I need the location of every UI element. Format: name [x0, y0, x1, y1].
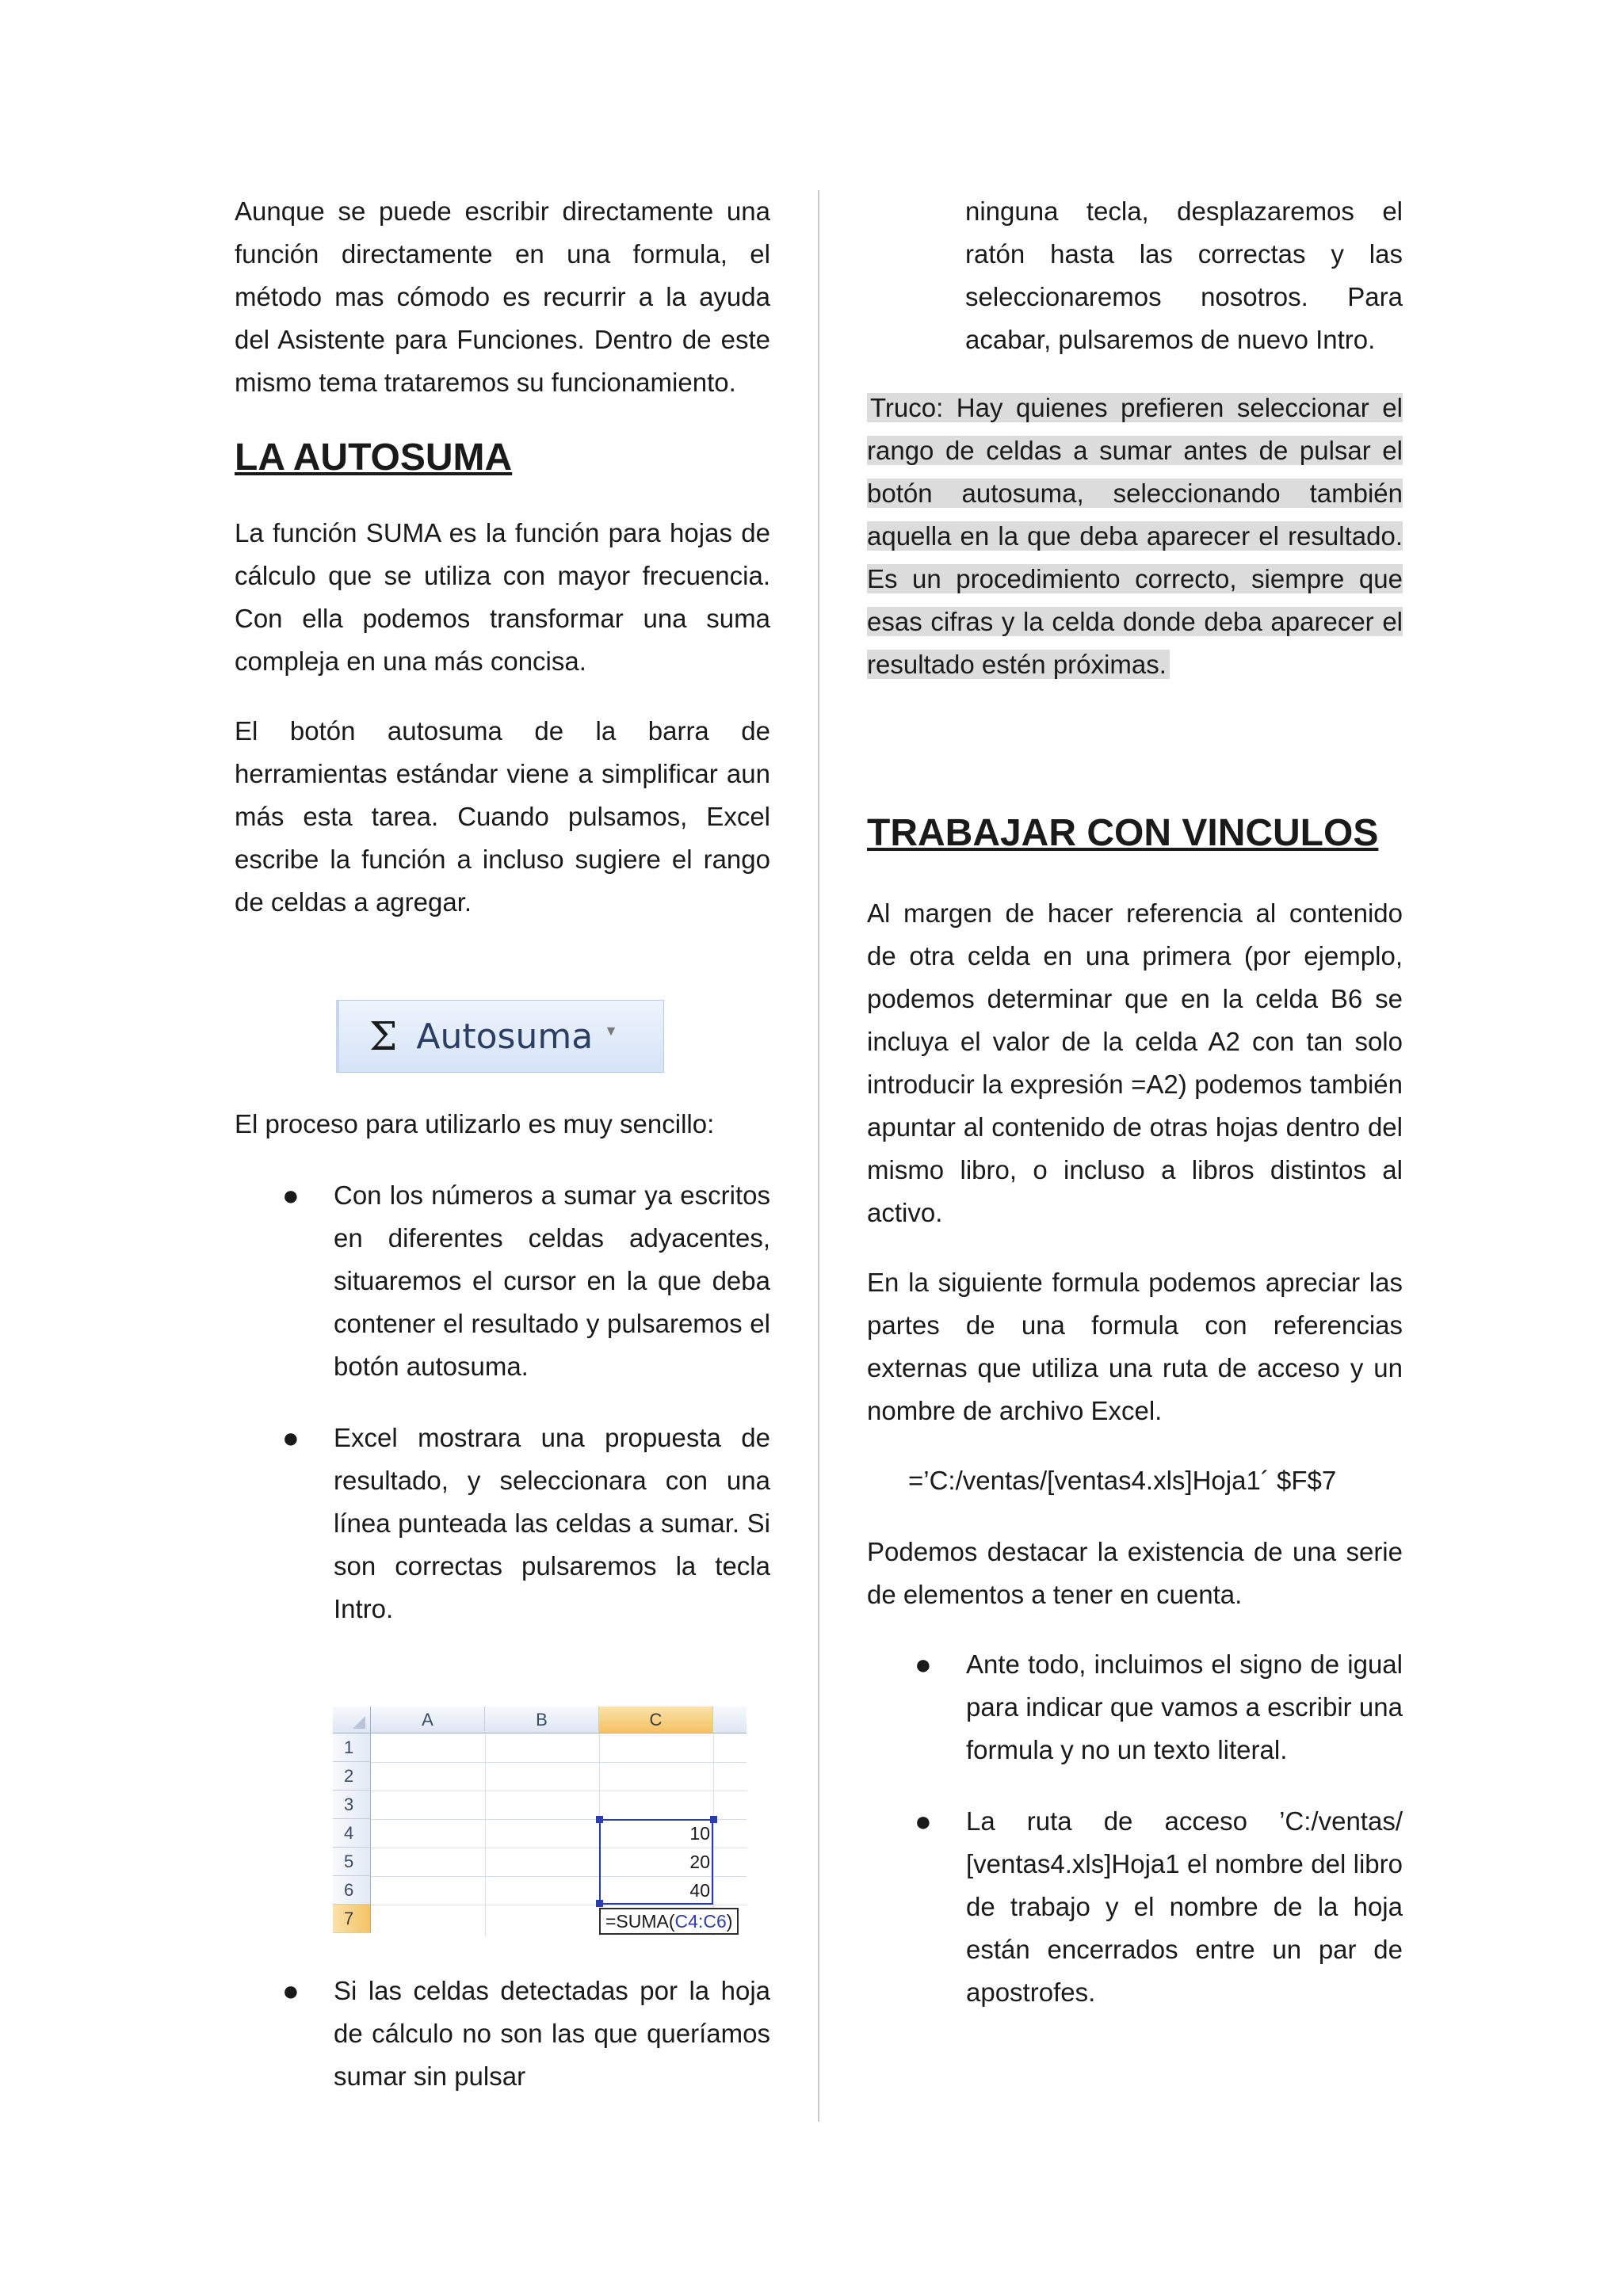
- right-column: [867, 190, 1403, 2007]
- bullet-icon: ●: [915, 1805, 932, 1837]
- cell-value: 20: [689, 1852, 710, 1872]
- row-header-selected: 7: [333, 1905, 371, 1933]
- process-step: ● Con los números a sumar ya escritos en diferentes celdas adyacentes, situaremos el cursor en la que deba contener el resultado y pulsaremos el botón autosuma.: [235, 1174, 770, 1388]
- bullet-icon: ●: [282, 1974, 300, 2007]
- elements-list: [867, 1643, 1403, 2014]
- process-step: ● Si las celdas detectadas por la hoja de cálculo no son las que queríamos sumar sin pulsar: [235, 1970, 770, 2098]
- row-header: 1: [333, 1733, 371, 1762]
- autosuma-button-image: [336, 1000, 664, 1073]
- cell-value: 40: [689, 1880, 710, 1901]
- formula-example: =’C:/ventas/[ventas4.xls]Hoja1´ $F$7: [908, 1466, 1337, 1495]
- range-handle: [710, 1816, 717, 1823]
- range-handle: [596, 1816, 603, 1823]
- vinculos-body: [867, 892, 1403, 2042]
- range-handle: [596, 1900, 603, 1907]
- dropdown-arrow-icon: ▼: [604, 1022, 618, 1039]
- autosuma-heading: LA AUTOSUMA: [235, 437, 513, 479]
- element-item: ● La ruta de acceso ’C:/ventas/ [ventas4.xls]Hoja1 el nombre del libro de trabajo y el nombre de la hoja están encerrados entre un par de apostrofes.: [867, 1800, 1403, 2014]
- bullet-icon: ●: [282, 1421, 300, 1454]
- column-header: B: [485, 1707, 599, 1733]
- process-step: ● Excel mostrara una propuesta de resultado, y seleccionara con una línea punteada las celdas a sumar. Si son correctas pulsaremos la tecla Intro.: [235, 1417, 770, 1630]
- row-header: 4: [333, 1819, 371, 1848]
- intro-paragraph: Aunque se puede escribir directamente una función directamente en una formula, el método mas cómodo es recurrir a la ayuda del Asistente para Funciones. Dentro de este mismo tema trataremos su funcionamiento.: [235, 196, 770, 397]
- continuation-paragraph: ninguna tecla, desplazaremos el ratón hasta las correctas y las seleccionaremos nosotros. Para acabar, pulsaremos de nuevo Intro.: [965, 196, 1403, 354]
- row-header: 6: [333, 1876, 371, 1905]
- left-column: [235, 190, 770, 2091]
- autosuma-button-paragraph: El botón autosuma de la barra de herramientas estándar viene a simplificar aun más esta tarea. Cuando pulsamos, Excel escribe la función a incluso sugiere el rango de celdas a agregar.: [235, 716, 770, 917]
- process-intro: El proceso para utilizarlo es muy sencillo:: [235, 1109, 715, 1138]
- process-steps-continued: [235, 1970, 770, 2126]
- selected-range-outline: [599, 1819, 713, 1905]
- suma-paragraph: La función SUMA es la función para hojas de cálculo que se utiliza con mayor frecuencia. Con ella podemos transformar una suma compleja en una más concisa.: [235, 518, 770, 676]
- formula-cell: =SUMA(C4:C6): [599, 1908, 739, 1935]
- external-reference-paragraph: En la siguiente formula podemos apreciar las partes de una formula con referencias externas que utiliza una ruta de acceso y un nombre de archivo Excel.: [867, 1268, 1403, 1425]
- row-header: 2: [333, 1762, 371, 1791]
- spreadsheet-illustration: [333, 1707, 747, 1936]
- row-header: 5: [333, 1848, 371, 1876]
- tip-callout: Truco: Hay quienes prefieren seleccionar el rango de celdas a sumar antes de pulsar el botón autosuma, seleccionando también aquella en la que deba aparecer el resultado. Es un procedimiento correcto, siempre que esas cifras y la celda donde deba aparecer el resultado estén próximas.: [867, 393, 1403, 679]
- cell-value: 10: [689, 1823, 710, 1844]
- process-steps: [235, 1174, 770, 1659]
- select-all-corner: [333, 1707, 371, 1733]
- vinculos-paragraph: Al margen de hacer referencia al contenido de otra celda en una primera (por ejemplo, podemos determinar que en la celda B6 se incluya el valor de la celda A2 con tan solo introducir la expresión =A2) podemos también apuntar al contenido de otras hojas dentro del mismo libro, o incluso a libros distintos al activo.: [867, 898, 1403, 1227]
- bullet-icon: ●: [282, 1179, 300, 1211]
- column-header-selected: C: [599, 1707, 713, 1733]
- row-header: 3: [333, 1791, 371, 1819]
- elements-paragraph: Podemos destacar la existencia de una serie de elementos a tener en cuenta.: [867, 1537, 1403, 1609]
- bullet-icon: ●: [915, 1648, 932, 1680]
- autosuma-label: Autosuma: [416, 1016, 594, 1057]
- column-divider: [818, 190, 819, 2122]
- vinculos-heading: TRABAJAR CON VINCULOS: [867, 812, 1379, 854]
- element-item: ● Ante todo, incluimos el signo de igual para indicar que vamos a escribir una formula y no un texto literal.: [867, 1643, 1403, 1772]
- sigma-icon: Σ: [369, 1013, 398, 1059]
- column-header: A: [371, 1707, 485, 1733]
- column-header-partial: [713, 1707, 747, 1733]
